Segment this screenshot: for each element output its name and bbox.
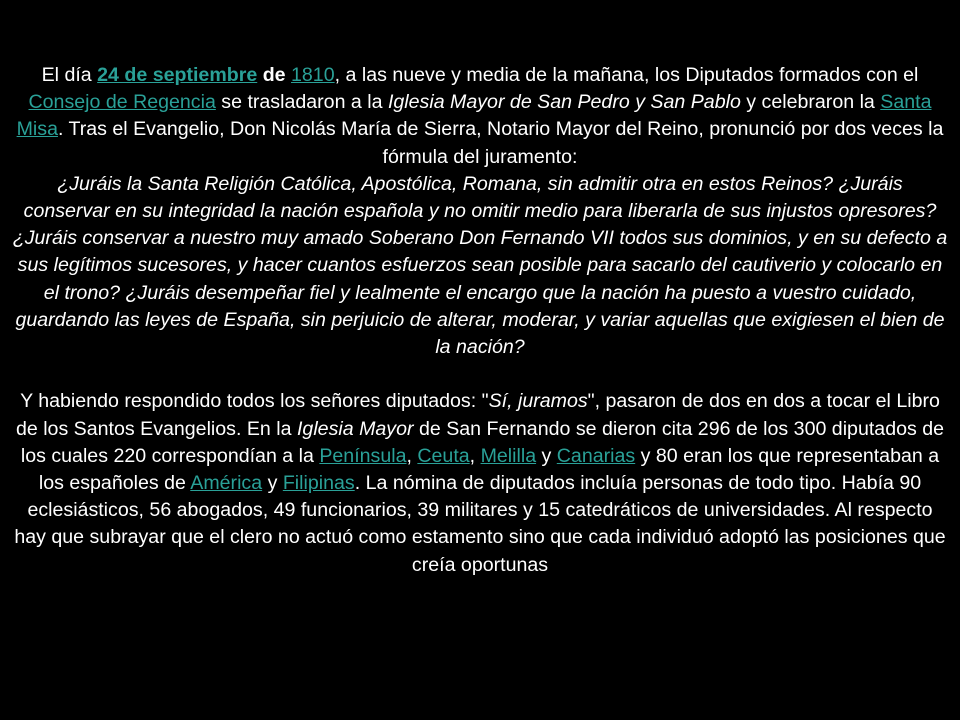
link-1810[interactable]: 1810 <box>291 64 335 86</box>
deputies-text-4: , <box>406 444 418 467</box>
intro-italic-iglesia: Iglesia Mayor de San Pedro y San Pablo <box>387 91 741 114</box>
link-melilla[interactable]: Melilla <box>480 444 537 467</box>
deputies-text-2: ", pasaron de dos en dos a tocar el Libro de los Santos Evangelios. En la <box>15 390 940 440</box>
deputies-text-7: y 80 eran los que representaban a los españoles de <box>38 444 940 495</box>
link-santa-misa[interactable]: Santa Misa <box>16 91 932 141</box>
link-canarias[interactable]: Canarias <box>556 444 636 467</box>
link-filipinas[interactable]: Filipinas <box>282 472 355 495</box>
intro-text-4: y celebraron la <box>740 91 881 114</box>
oath-text: ¿Juráis la Santa Religión Católica, Apostólica, Romana, sin admitir otra en estos Reinos? ¿Juráis conservar en su integridad la nación española y no omitir medio para liberarla de sus injustos opresores? ¿Juráis conservar a nuestro muy amado Soberano Don Fernando VII todos sus dominios, y en su defecto a sus legítimos sucesores, y hacer cuantos esfuerzos sean posible para sacarlo del cautiverio y colocarlo en el trono? ¿Juráis desempeñar fiel y lealmente el encargo que la nación ha puesto a vuestro cuidado, guardando las leyes de España, sin perjuicio de alterar, moderar, y variar aquellas que exigiesen el bien de la nación? <box>12 172 948 359</box>
deputies-text-1: Y habiendo respondido todos los señores diputados: " <box>20 390 489 413</box>
deputies-text-5: , <box>469 444 481 467</box>
deputies-text-9: . La nómina de diputados incluía personas de todo tipo. Había 90 eclesiásticos, 56 abogados, 49 funcionarios, 39 militares y 15 catedráticos de universidades. Al respecto hay que subrayar que el clero no actuó como estamento sino que cada individuó adoptó las posiciones que creía oportunas <box>14 472 946 576</box>
paragraph-deputies <box>12 388 948 578</box>
link-ceuta[interactable]: Ceuta <box>417 444 470 467</box>
paragraph-gap <box>12 361 948 388</box>
intro-text-1: El día <box>41 64 98 86</box>
intro-text-5: . Tras el Evangelio, Don Nicolás María de Sierra, Notario Mayor del Reino, pronunció por dos veces la fórmula del juramento: <box>57 118 944 168</box>
intro-text-de: de <box>257 64 292 86</box>
link-consejo-de-regencia[interactable]: Consejo de Regencia <box>28 91 216 114</box>
deputies-italic-si-juramos: Sí, juramos <box>488 390 588 413</box>
link-america[interactable]: América <box>190 472 263 495</box>
deputies-text-6: y <box>536 444 557 467</box>
deputies-text-8: y <box>262 472 283 495</box>
link-24-de-septiembre[interactable]: 24 de septiembre <box>97 64 258 86</box>
intro-text-3: se trasladaron a la <box>215 91 388 114</box>
paragraph-intro <box>12 62 948 171</box>
link-peninsula[interactable]: Península <box>319 444 407 467</box>
intro-text-2: , a las nueve y media de la mañana, los Diputados formados con el <box>334 64 919 86</box>
deputies-text-3: de San Fernando se dieron cita 296 de los 300 diputados de los cuales 220 correspondían a la <box>20 417 945 467</box>
deputies-italic-iglesia-mayor: Iglesia Mayor <box>296 417 414 440</box>
